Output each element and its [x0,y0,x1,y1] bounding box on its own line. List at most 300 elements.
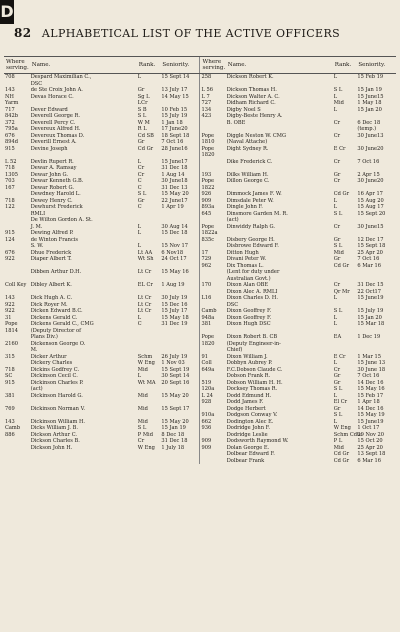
right-where-cell: 909 [200,438,226,445]
right-where-cell: 909 [200,198,226,205]
right-rank-cell: Cr [333,223,341,230]
left-name-cell: Dewhurst Frederick [30,204,83,210]
right-name-cell: Dixon Geoffrey F. [226,314,272,321]
right-seniority-cell: 15 Mar 18 [357,321,385,327]
left-name-cell: Despard Maximilian C., [30,74,92,80]
left-seniority-cell: 26 July 19 [161,353,188,360]
left-name-cell: Dewar Kenneth G.B. [30,178,84,184]
left-rank-cell: S L [137,113,147,119]
right-seniority-cell: 31 Dec 15 [357,282,384,288]
left-seniority-cell: 1 Aug 19 [161,282,185,288]
right-name-cell: Dodd Edmund H. [226,392,272,399]
right-where-cell: 193 [200,172,226,179]
left-where-cell: 143 [5,418,15,425]
table-header-row [4,57,396,74]
left-rank-cell: Mid [137,405,148,412]
left-seniority-cell: 30 July 19 [161,295,188,301]
left-rank-cell [137,458,161,465]
col-rank-2: Rank. [333,57,357,74]
right-seniority-cell: 25 Apr 20 [357,444,383,451]
right-where-cell: 1822 [200,185,226,192]
left-rank-cell: Gr [137,197,145,204]
right-seniority-cell: 15 Jan 20 [357,106,382,113]
right-name-cell: Digby-Beste Henry A. [226,113,283,119]
right-seniority-cell: 15 Feb 17 [357,392,384,399]
right-name-cell: Dolbear Edward F. [226,451,275,457]
left-seniority-cell: 15 May 16 [161,269,189,275]
left-seniority-cell: 15 Dec 16 [161,301,188,308]
left-where-cell: 915 [5,145,15,152]
right-rank-cell: Gr [333,171,341,178]
officer-table [4,56,396,464]
right-where-cell [200,458,226,465]
right-seniority-cell: 30 June20 [357,178,384,184]
left-name-cell: Dicks William J. B. [30,425,78,431]
right-rank-cell: Cd Gr [333,451,350,457]
left-where-cell: 769 [5,405,15,412]
right-rank-cell: Gr [333,256,341,262]
right-where-cell: 727 [200,100,226,107]
right-seniority-cell: 12 Dec 17 [357,236,384,243]
right-name-cell: Dixon Geoffrey F. [226,308,272,314]
right-seniority-cell: 25 Apr 20 [357,249,383,256]
left-rank-cell: C [137,184,142,191]
right-name-cell: Dixon William J. [226,353,268,360]
left-name-cell: Dicker Arthur [30,353,67,360]
right-name-cell: Chief) [226,347,243,353]
left-rank-cell: LCr [137,100,148,106]
left-rank-cell: L [137,230,142,236]
left-seniority-cell: 7 Oct 16 [161,139,184,145]
left-rank-cell: C [137,204,142,210]
left-seniority-cell: 15 May 20 [161,418,189,425]
right-name-cell: Dike Frederick C. [226,158,273,165]
left-name-cell: Dewar A. Ramsay [30,165,77,171]
right-name-cell: (Deputy Engineer-in- [226,340,281,347]
right-where-cell: 962 [200,263,226,270]
right-seniority-cell: 1 Dec 19 [357,334,381,340]
left-name-cell: Dickinson Norman V. [30,405,85,412]
right-rank-cell: Cr [333,158,341,165]
right-where-cell: 928 [200,399,226,406]
page-header [14,26,340,40]
right-rank-cell: L [333,204,338,210]
left-name-cell: Dickery Charles [30,360,73,366]
left-rank-cell: W Eng [137,360,155,366]
left-name-cell: Diaper Albert T. [30,256,72,262]
right-seniority-cell: 15 Aug 20 [357,197,384,204]
left-name-cell: Dewdney Harold L. [30,191,81,197]
left-name-cell: Devereux Thomas D. [30,132,85,139]
right-rank-cell: E Cr [333,145,346,152]
right-name-cell: Dixon Charles D. H. [226,295,278,301]
left-rank-cell: C [137,321,142,327]
right-rank-cell: S L [333,308,343,314]
right-where-cell: Pope [200,146,226,153]
right-rank-cell: Cr [333,366,341,373]
left-seniority-cell: 15 Sept 19 [161,366,190,373]
left-rank-cell: Mid [137,418,148,425]
left-name-cell: Dickinson Charles P. [30,379,84,386]
left-seniority-cell: 31 Dec 18 [161,165,188,171]
left-where-cell: 703 [5,178,15,184]
left-name-cell: Dick Hugh A. C. [30,295,73,301]
col-seniority: Seniority. [160,57,200,74]
right-name-cell: Dillon George C. [226,178,270,184]
left-name-cell: Devas Horace C. [30,93,74,100]
right-rank-cell: Qr Mr [333,288,350,295]
left-seniority-cell: 30 Sept 14 [161,373,190,379]
left-seniority-cell: 1 Jan 18 [161,119,183,126]
right-seniority-cell: 15 May 19 [357,412,385,418]
left-seniority-cell: 6 Nov18 [161,249,184,256]
right-seniority-cell: 30 June 18 [357,366,386,373]
left-rank-cell: EL Cr [137,282,153,288]
right-where-cell: 170 [200,282,226,289]
right-name-cell: Dilks William H. [226,171,269,178]
left-rank-cell: L [137,243,142,249]
col-where-serving-2: Where serving. [200,57,226,74]
right-seniority-cell: 1 May 18 [357,100,382,106]
left-where-cell: 915 [5,230,15,236]
left-where-cell: 143 [5,87,15,93]
right-seniority-cell: 29 Nov 20 [357,431,384,438]
page-number: 82 [14,26,32,40]
left-where-cell: 718 [5,165,15,171]
left-rank-cell: Cr [137,438,145,444]
right-seniority-cell: 14 Dec 16 [357,405,384,412]
right-where-cell: 729 [200,256,226,263]
right-name-cell: Dimsdale Peter W. [226,197,274,204]
right-seniority-cell: 6 Mar 16 [357,262,381,269]
left-rank-cell: Mid [137,392,148,399]
left-where-cell: 122 [5,204,15,210]
left-rank-cell: Gr [137,87,145,93]
right-where-cell: Pope [200,224,226,231]
right-rank-cell: Gr [333,236,341,243]
left-where-cell: 676 [5,249,15,256]
left-name-cell: Dewar Robert G. [30,184,75,191]
left-name-cell: M. [30,347,38,353]
left-name-cell: Dickens Gerald C. [30,314,78,321]
left-rank-cell: C [137,178,142,184]
left-rank-cell: W M [137,119,150,126]
left-seniority-cell: 1 Apr 19 [161,204,184,210]
right-seniority-cell: 1 Oct 17 [357,425,380,431]
left-rank-cell: Wt Sh [137,256,154,262]
right-rank-cell: L [333,295,338,301]
right-rank-cell: Cr [333,178,341,184]
left-seniority-cell: 1 July 18 [161,444,185,451]
left-rank-cell: Cd SB [137,132,154,139]
right-rank-cell: Mid [333,100,344,106]
right-rank-cell: L [333,314,338,321]
left-where-cell: 124 [5,236,15,243]
right-where-cell: 381 [200,321,226,328]
right-seniority-cell: 16 Apr 17 [357,191,383,197]
left-rank-cell: Lt Cr [137,301,152,308]
left-rank-cell: Lt AA [137,249,153,256]
right-rank-cell: Cr [333,119,341,126]
right-rank-cell: Cr [333,132,341,139]
right-rank-cell: W Eng [333,425,351,431]
left-name-cell: De Wilton Gordon A. St. [30,217,93,223]
right-where-cell: 1810 [200,139,226,146]
right-rank-cell: L [333,360,338,366]
left-seniority-cell: 15 July 17 [161,308,188,314]
right-seniority-cell: 22 Oct17 [357,288,382,295]
col-rank: Rank. [137,57,161,74]
left-seniority-cell: 15 Sept 14 [161,74,190,80]
right-name-cell: Dinsmore Garden M. R. [226,210,288,217]
left-rank-cell: L [137,158,142,165]
left-seniority-cell: 20 Sept 16 [161,379,190,386]
left-where-cell: 167 [5,184,15,191]
right-seniority-cell: 1 Mar 15 [357,353,381,360]
left-where-cell: 31 [5,314,12,321]
right-name-cell: (Lent for duty under [226,269,280,275]
left-name-cell: Dickens Gerald C., CMG [30,321,94,327]
right-name-cell: Docksey Thomas R. [226,386,278,392]
right-name-cell: Dodgson Conway V. [226,412,278,418]
left-rank-cell: Mid [137,366,148,373]
right-name-cell: Dolbear Frank [226,457,265,464]
right-where-cell: L16 [200,295,226,302]
left-seniority-cell: 15 Dec 18 [161,230,188,236]
col-name: Name. [30,57,137,74]
left-name-cell: Plans Div.) [30,334,58,340]
left-seniority-cell: 24 Oct 17 [161,256,187,262]
right-where-cell: Pope [200,133,226,140]
right-rank-cell: L [333,106,338,113]
right-name-cell: Dodington Alec E. [226,418,274,425]
right-rank-cell: Schm Cdte [333,431,363,438]
right-rank-cell: Cd Gr [333,457,350,464]
left-rank-cell: L [137,74,142,80]
table-row [4,458,396,465]
right-seniority-cell: 30 June20 [357,145,384,152]
right-rank-cell: Gr [333,379,341,386]
left-where-cell: Camb [5,425,21,431]
left-name-cell: de Winton Francis [30,236,79,243]
right-where-cell: L 7 [200,94,226,101]
left-rank-cell: L [137,373,142,379]
right-name-cell: Dolan George E. [226,444,270,451]
left-where-cell: Yarm [5,100,19,106]
right-seniority-cell: 15 June15 [357,93,384,100]
right-where-cell: 1820 [200,341,226,348]
right-rank-cell: S L [333,210,343,217]
right-name-cell: DSC [226,301,239,308]
left-name-cell: DSC [30,80,43,87]
left-where-cell: 315 [5,353,15,360]
right-where-cell: Coll [200,360,226,367]
right-rank-cell: P L [333,438,343,444]
left-name-cell: Dibley Albert K. [30,282,72,288]
right-rank-cell: L [333,418,338,425]
right-name-cell: Dobson William H. H. [226,379,283,386]
right-name-cell: Dobson Frank R. [226,373,271,379]
right-rank-cell: L [333,321,338,327]
right-where-cell: Pope [200,178,226,185]
left-where-cell: 894d [5,139,18,145]
left-where-cell: 842b [5,113,18,119]
right-name-cell: Dinwiddy Ralph G. [226,223,275,230]
left-rank-cell: Sg L [137,93,150,100]
left-where-cell: 922 [5,308,15,314]
left-seniority-cell: 31 Dec 19 [161,321,188,327]
right-name-cell: F.C.Dobson Claude C. [226,366,283,373]
right-name-cell: Disbrowe Edward F. [226,243,279,249]
left-where-cell: 381 [5,392,15,399]
left-seniority-cell: 15 June17 [161,158,188,165]
right-where-cell: 645 [200,211,226,218]
table-row [4,74,396,81]
left-rank-cell: Wt MA [137,379,156,386]
right-name-cell: Dixon Alan OBE [226,282,269,288]
left-where-cell: 922 [5,301,15,308]
left-seniority-cell: 15 May 20 [161,392,189,399]
table-body [4,74,396,465]
right-rank-cell: Gr [333,405,341,412]
right-where-cell: 662 [200,419,226,426]
right-name-cell: Didham Richard C. [226,100,276,106]
right-seniority-cell: (temp.) [357,126,377,132]
right-where-cell: 519 [200,380,226,387]
right-seniority-cell: 13 Sept 18 [357,451,386,457]
left-where-cell: Coll Key [5,282,27,288]
left-rank-cell: L [137,314,142,321]
col-seniority-2: Seniority. [356,57,396,74]
left-rank-cell: S L [137,425,147,431]
right-where-cell: 258 [200,74,226,81]
right-rank-cell: L [333,197,338,204]
left-name-cell: Dickson Arthur C. [30,431,78,438]
right-where-cell: 835c [200,237,226,244]
left-name-cell: Devlin Rupert R. [30,158,74,165]
left-name-cell: Dickinson William H. [30,418,86,425]
right-rank-cell: Mid [333,249,344,256]
left-where-cell: 718 [5,197,15,204]
right-rank-cell: S L [333,243,343,249]
left-name-cell: Dhue Frederick [30,249,72,256]
right-name-cell: Dixon Hugh DSC [226,321,271,327]
left-rank-cell: Gr [137,139,145,145]
left-rank-cell: L [137,223,142,230]
left-seniority-cell: 30 Aug 14 [161,223,188,230]
letter-tab: D [0,0,14,24]
right-where-cell: 910a [200,412,226,419]
right-name-cell: Dodge Herbert [226,405,266,412]
left-name-cell: Dick Royer M. [30,301,68,308]
right-rank-cell: EA [333,334,342,340]
left-name-cell: Dewar John G. [30,171,69,178]
left-where-cell: 795a [5,126,18,132]
left-seniority-cell: 15 May 18 [161,314,189,321]
right-where-cell: 948a [200,315,226,322]
right-rank-cell: S L [333,386,343,392]
right-name-cell: Dight Sydney R. [226,145,269,152]
right-seniority-cell: 15 July 19 [357,308,384,314]
right-where-cell: 423 [200,113,226,120]
right-seniority-cell: 30 June15 [357,223,384,230]
left-seniority-cell: 13 July 17 [161,87,188,93]
left-rank-cell: S B [137,106,147,113]
right-seniority-cell: 7 Oct 16 [357,373,380,379]
right-name-cell: Australian Govt.) [226,275,271,282]
left-where-cell: 922 [5,256,15,262]
col-name-2: Name. [226,57,333,74]
left-seniority-cell: 1 Aug 14 [161,171,185,178]
right-where-cell: Camb [200,308,226,315]
right-where-cell: 936 [200,425,226,432]
left-seniority-cell [160,458,200,465]
left-seniority-cell: 22 June17 [161,197,188,204]
right-seniority-cell: 15 Feb 19 [357,74,384,80]
left-where-cell: 717 [5,106,15,113]
left-name-cell: Deverell George R. [30,113,80,119]
left-where-cell: L 52 [5,158,17,165]
right-seniority-cell: 1 Apr 18 [357,399,380,405]
left-rank-cell: Lt Cr [137,308,152,314]
right-name-cell: Divani Peter W. [226,256,267,262]
right-name-cell: Dodridge John F. [226,425,270,431]
left-seniority-cell: 8 Dec 18 [161,431,185,438]
right-rank-cell: L [333,93,338,100]
right-where-cell: Pope [200,334,226,341]
left-name-cell: J. M. [30,223,43,230]
right-where-cell: 909 [200,445,226,452]
left-where-cell: 915 [5,379,15,386]
right-seniority-cell: 15 Aug 17 [357,204,384,210]
right-name-cell: Dixon Robert B. CB [226,334,278,340]
right-where-cell: 926 [200,191,226,198]
left-seniority-cell: 15 Jan 19 [161,425,186,431]
left-name-cell: (Deputy Director of [30,327,82,334]
right-where-cell: 1820 [200,152,226,159]
left-seniority-cell: 28 June16 [161,145,188,152]
left-rank-cell: Cr [137,171,145,178]
left-rank-cell: S L [137,191,147,197]
left-where-cell: 372 [5,119,15,126]
left-seniority-cell: 10 Feb 15 [161,106,188,113]
right-seniority-cell: 14 Dec 16 [357,379,384,386]
right-rank-cell: Gr [333,373,341,379]
left-rank-cell: P Mid [137,431,153,438]
right-rank-cell: E Cr [333,353,346,360]
left-name-cell: Dickenson George O. [30,340,86,347]
right-name-cell: Ditton Hugh [226,249,259,256]
col-where-serving: Where serving. [4,57,30,74]
left-seniority-cell: 15 July 19 [161,113,188,119]
right-rank-cell: S L [333,87,343,93]
right-name-cell: Digby Noel S [226,106,261,113]
left-where-cell: SC [5,373,13,379]
right-name-cell: (Naval Attache) [226,139,268,145]
right-rank-cell: El Cr [333,399,348,405]
right-rank-cell: Mid [333,444,344,451]
left-seniority-cell: 15 Sept 17 [161,405,190,412]
right-where-cell: 134 [200,107,226,114]
right-seniority-cell: 7 Oct 16 [357,158,380,165]
left-name-cell: (act) [30,386,43,392]
right-name-cell: Dodsworth Raymond W. [226,438,289,444]
right-where-cell: L 56 [200,87,226,94]
left-rank-cell: Lt Cr [137,269,152,275]
left-where-cell: 2160 [5,340,18,347]
left-where-cell: 1305 [5,171,18,178]
left-where-cell: 1814 [5,327,18,334]
